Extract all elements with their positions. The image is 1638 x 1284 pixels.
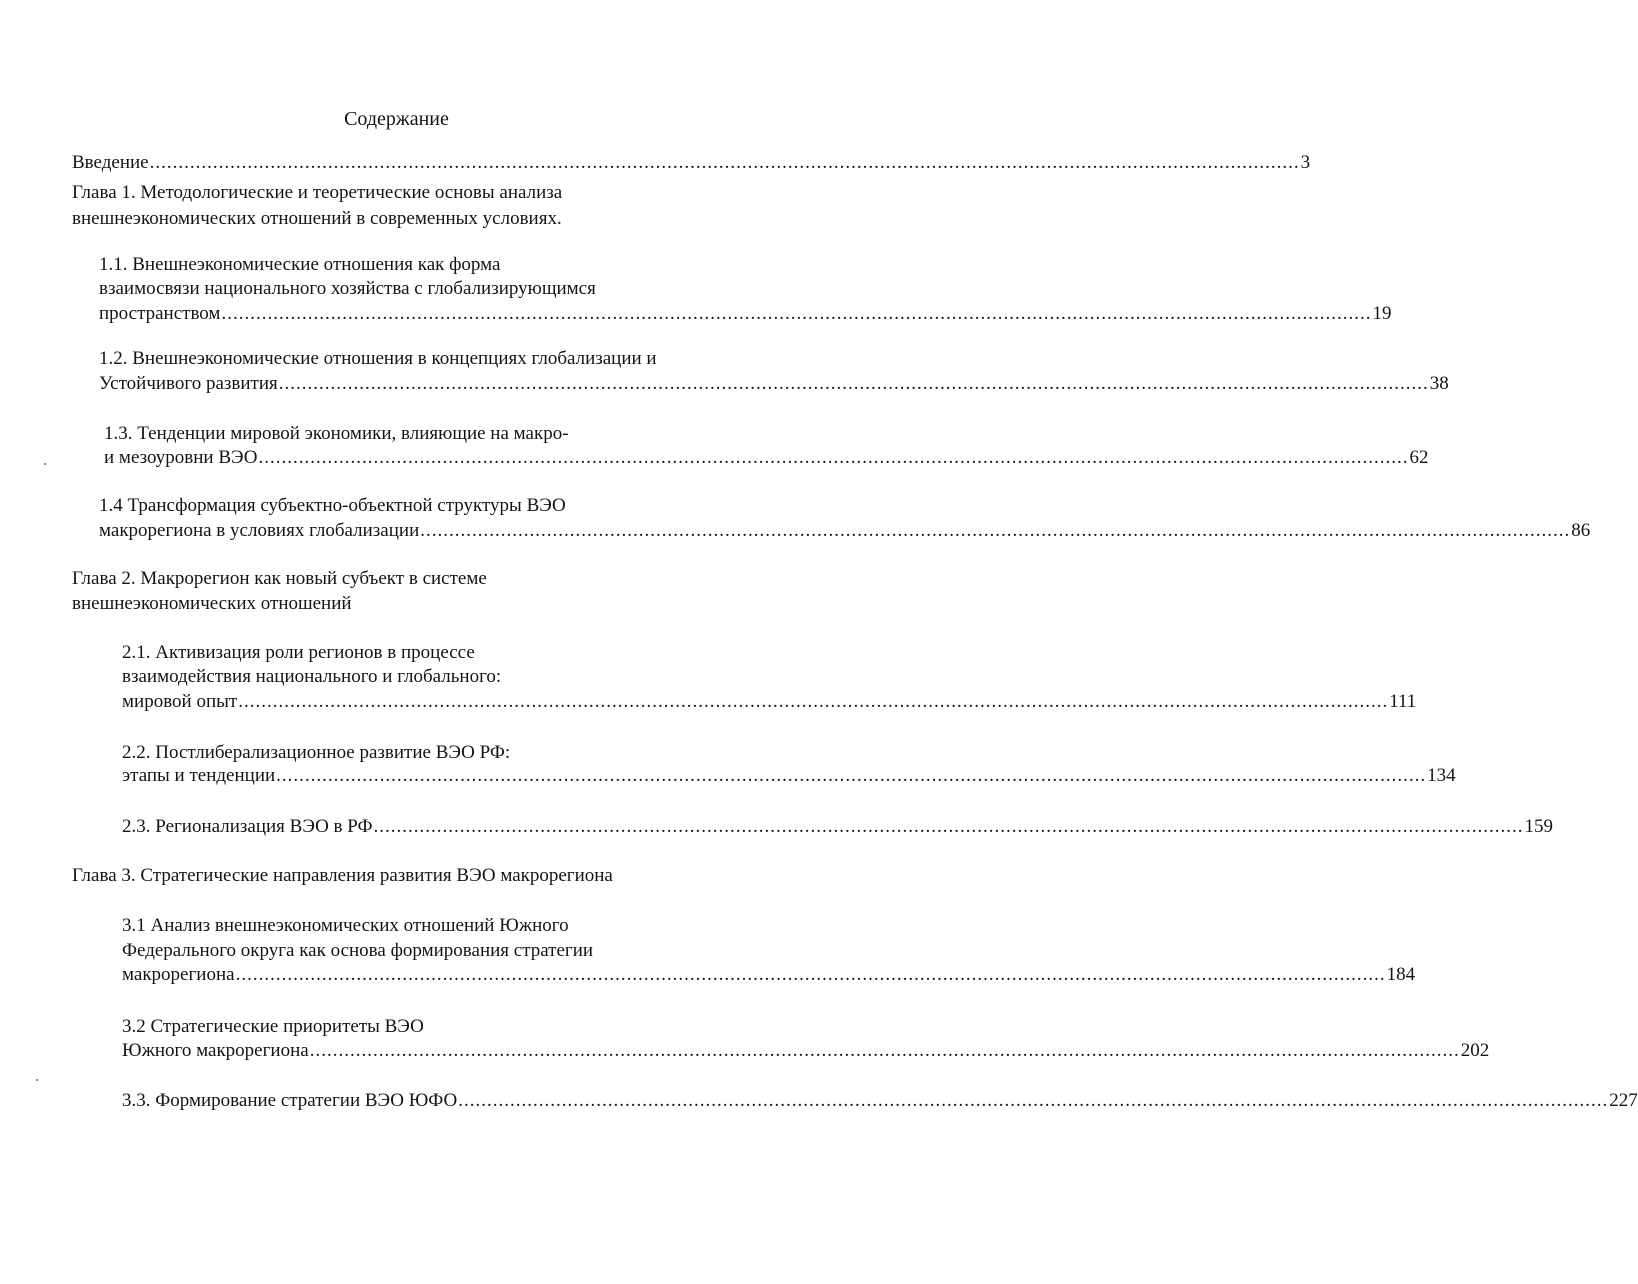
dot-leader: ........................................................................................................................................................................................................ bbox=[149, 152, 1300, 173]
toc-entry-1-4 bbox=[99, 518, 1591, 543]
toc-entry-text: 2.2. Постлиберализационное развитие ВЭО РФ: bbox=[122, 742, 511, 763]
toc-entry-text: 3.1 Анализ внешнеэкономических отношений Южного bbox=[122, 915, 569, 936]
chapter-heading: Глава 2. Макрорегион как новый субъект в системе bbox=[72, 568, 487, 589]
toc-entry-text: 1.2. Внешнеэкономические отношения в концепциях глобализации и bbox=[99, 348, 657, 369]
toc-entry-label: 3.3. Формирование стратегии ВЭО ЮФО bbox=[122, 1090, 458, 1111]
toc-entry-2-2 bbox=[122, 763, 1456, 788]
toc-entry-1-2 bbox=[99, 371, 1449, 396]
dot-leader: ........................................................................................................................................................................................................ bbox=[420, 520, 1571, 541]
toc-entry-text: 2.1. Активизация роли регионов в процессе bbox=[122, 642, 475, 663]
dot-leader: ........................................................................................................................................................................................................ bbox=[238, 691, 1389, 712]
toc-entry-page: 111 bbox=[1389, 691, 1417, 712]
toc-entry-text: 3.2 Стратегические приоритеты ВЭО bbox=[122, 1016, 424, 1037]
dot-leader: ........................................................................................................................................................................................................ bbox=[278, 373, 1429, 394]
dot-leader: ........................................................................................................................................................................................................ bbox=[458, 1090, 1609, 1111]
toc-entry-page: 159 bbox=[1524, 816, 1554, 837]
toc-entry-text: Федерального округа как основа формирования стратегии bbox=[122, 940, 594, 961]
toc-entry-page: 227 bbox=[1609, 1090, 1638, 1111]
toc-entry-label: Устойчивого развития bbox=[99, 373, 278, 394]
toc-entry-page: 3 bbox=[1300, 152, 1311, 173]
chapter-heading: Глава 1. Методологические и теоретические основы анализа bbox=[72, 182, 563, 203]
toc-entry-3-3 bbox=[122, 1088, 1638, 1113]
toc-entry-label: макрорегиона в условиях глобализации bbox=[99, 520, 420, 541]
toc-entry-page: 19 bbox=[1372, 303, 1392, 324]
toc-entry-3-2 bbox=[122, 1038, 1490, 1063]
toc-entry-label: мировой опыт bbox=[122, 691, 238, 712]
toc-entry-label: этапы и тенденции bbox=[122, 765, 276, 786]
dot-leader: ........................................................................................................................................................................................................ bbox=[221, 303, 1372, 324]
toc-entry-1-3 bbox=[104, 445, 1429, 470]
toc-entry-1-1 bbox=[99, 301, 1392, 326]
toc-entry-label: и мезоуровни ВЭО bbox=[104, 447, 258, 468]
toc-entry-label: пространством bbox=[99, 303, 221, 324]
toc-entry-text: 1.3. Тенденции мировой экономики, влияющие на макро- bbox=[104, 423, 569, 444]
toc-entry-page: 184 bbox=[1386, 964, 1416, 985]
toc-entry-label: макрорегиона bbox=[122, 964, 235, 985]
toc-entry-2-3 bbox=[122, 814, 1554, 839]
dot-leader: ........................................................................................................................................................................................................ bbox=[235, 964, 1386, 985]
toc-entry-label: Южного макрорегиона bbox=[122, 1040, 309, 1061]
page-title: Содержание bbox=[344, 108, 449, 130]
chapter-heading: внешнеэкономических отношений в современных условиях. bbox=[72, 208, 562, 229]
toc-entry-label: 2.3. Регионализация ВЭО в РФ bbox=[122, 816, 373, 837]
toc-entry-intro bbox=[72, 150, 1311, 175]
chapter-heading: Глава 3. Стратегические направления развития ВЭО макрорегиона bbox=[72, 865, 613, 886]
dot-leader: ........................................................................................................................................................................................................ bbox=[373, 816, 1524, 837]
toc-entry-label: Введение bbox=[72, 152, 149, 173]
dot-leader: ........................................................................................................................................................................................................ bbox=[309, 1040, 1460, 1061]
dot-leader: ........................................................................................................................................................................................................ bbox=[258, 447, 1409, 468]
toc-entry-page: 202 bbox=[1460, 1040, 1490, 1061]
dot-leader: ........................................................................................................................................................................................................ bbox=[276, 765, 1427, 786]
chapter-heading: внешнеэкономических отношений bbox=[72, 593, 352, 614]
toc-entry-text: взаимосвязи национального хозяйства с глобализирующимся bbox=[99, 278, 596, 299]
toc-entry-page: 134 bbox=[1427, 765, 1456, 786]
scan-speck bbox=[44, 463, 46, 465]
toc-entry-text: 1.4 Трансформация субъектно-объектной структуры ВЭО bbox=[99, 495, 566, 516]
toc-entry-page: 62 bbox=[1409, 447, 1429, 468]
toc-entry-text: взаимодействия национального и глобального: bbox=[122, 666, 502, 687]
toc-entry-3-1 bbox=[122, 962, 1416, 987]
toc-entry-page: 38 bbox=[1429, 373, 1449, 394]
toc-entry-text: 1.1. Внешнеэкономические отношения как форма bbox=[99, 254, 501, 275]
toc-entry-2-1 bbox=[122, 689, 1417, 714]
scan-speck bbox=[36, 1079, 38, 1081]
toc-entry-page: 86 bbox=[1571, 520, 1591, 541]
